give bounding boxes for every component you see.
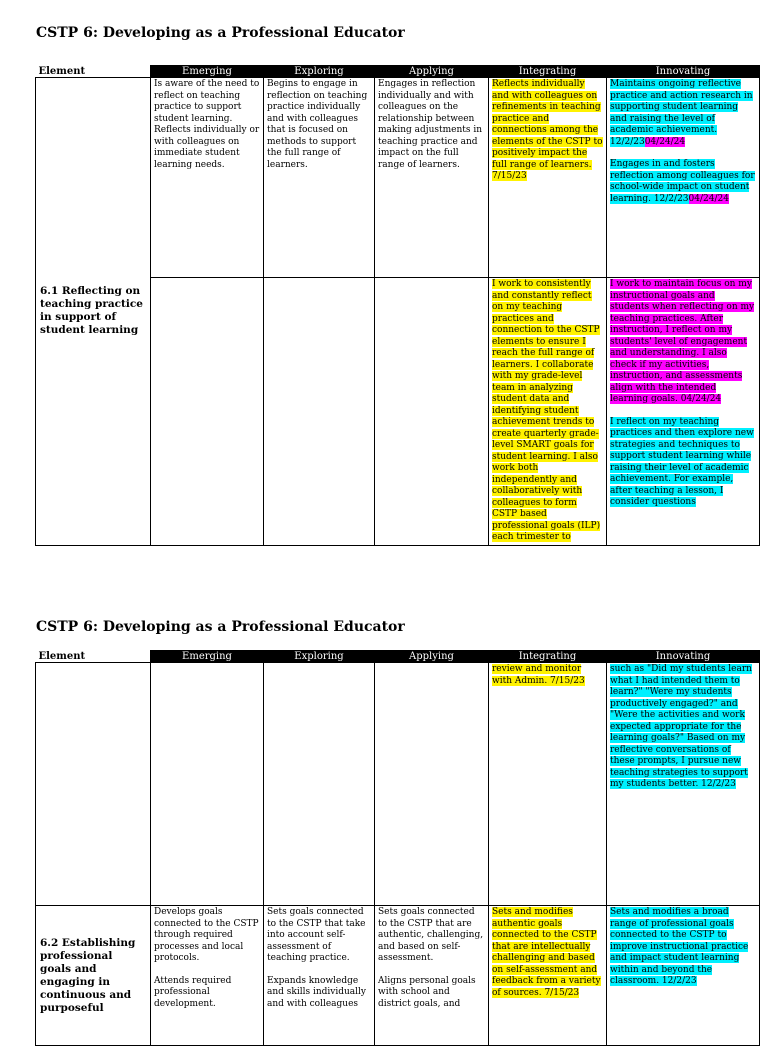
cell-exploring <box>264 278 375 546</box>
cell-innovating <box>607 906 760 1046</box>
cell-applying <box>375 663 489 906</box>
cell-text: Sets goals connected to the CSTP that are authentic, challenging, and based on self-assessment. <box>378 907 484 963</box>
highlighted-text: I work to consistently and constantly reflect on my teaching practices and connection to the CSTP elements to ensure I reach the full range of learners. I collaborate with my grade-level team in analyzing student data and identifying student achievement trends to create quarterly grade-level SMART goals for student learning. I also work both independently and collaboratively with colleagues to form CSTP based professional goals (ILP) each trimester to <box>492 279 601 542</box>
cell-innovating <box>607 278 760 546</box>
highlighted-date: 04/24/24 <box>644 136 686 147</box>
cell-text: Sets goals connected to the CSTP that take into account self-assessment of teaching practice. <box>267 907 366 963</box>
table-row <box>36 78 760 278</box>
cell-text: Develops goals connected to the CSTP through required processes and local protocols. <box>154 907 259 963</box>
highlighted-text: I reflect on my teaching practices and then explore new strategies and techniques to support student learning while raising their level of academic achievement. For example, after teaching a lesson, I consider questions <box>610 416 754 507</box>
table-row <box>36 663 760 906</box>
highlighted-text: I work to maintain focus on my instructional goals and students when reflecting on my teaching practices. After instruction, I reflect on my students' level of engagement and understanding. I also check if my activities, instruction, and assessments align with the intended learning goals. 04/24/24 <box>610 279 755 404</box>
cell-emerging <box>151 663 264 906</box>
header-element: Element <box>36 66 151 78</box>
cell-exploring <box>264 906 375 1046</box>
cell-applying <box>375 906 489 1046</box>
header-emerging: Emerging <box>151 651 264 663</box>
cell-exploring <box>264 663 375 906</box>
header-innovating: Innovating <box>607 66 760 78</box>
document-page-2 <box>0 600 768 1024</box>
table-row <box>36 906 760 1046</box>
header-innovating: Innovating <box>607 651 760 663</box>
header-integrating: Integrating <box>489 651 607 663</box>
cell-text: Engages in reflection individually and with colleagues on the relationship between making adjustments in teaching practice and impact on the full range of learners. <box>378 79 483 170</box>
cell-emerging <box>151 906 264 1046</box>
cell-integrating <box>489 278 607 546</box>
cell-innovating <box>607 78 760 278</box>
page-title: CSTP 6: Developing as a Professional Educator <box>36 619 405 635</box>
cell-integrating <box>489 78 607 278</box>
cell-emerging <box>151 278 264 546</box>
header-integrating: Integrating <box>489 66 607 78</box>
highlighted-text: Sets and modifies a broad range of professional goals connected to the CSTP to improve instructional practice and impact student learning within and beyond the classroom. 12/2/23 <box>610 907 749 986</box>
cell-applying <box>375 278 489 546</box>
element-cell-6-2: 6.2 Establishing professional goals and engaging in continuous and purposeful <box>36 906 151 1046</box>
cell-applying <box>375 78 489 278</box>
highlighted-text: such as "Did my students learn what I had intended them to learn?" "Were my students productively engaged?" and "Were the activities and work expected appropriate for the learning goals?" Based on my reflective conversations of these prompts, I pursue new teaching strategies to support my students better. 12/2/23 <box>610 664 752 789</box>
header-emerging: Emerging <box>151 66 264 78</box>
highlighted-text: Maintains ongoing reflective practice and action research in supporting student learning and raising the level of academic achievement. 12/2/23 <box>610 79 753 147</box>
highlighted-text: Engages in and fosters reflection among colleagues for school-wide impact on student learning. 12/2/23 <box>610 159 755 204</box>
cell-text: Expands knowledge and skills individually and with colleagues <box>267 975 367 1009</box>
cstp-rubric-table <box>35 650 760 1046</box>
cell-innovating <box>607 663 760 906</box>
highlighted-text: Reflects individually and with colleagues on refinements in teaching practice and connections among the elements of the CSTP to positively impact the full range of learners. 7/15/23 <box>492 79 603 181</box>
cell-integrating <box>489 663 607 906</box>
highlighted-text: Sets and modifies authentic goals connected to the CSTP that are intellectually challenging and based on self-assessment and feedback from a variety of sources. 7/15/23 <box>492 907 601 998</box>
header-row <box>36 66 760 78</box>
cell-integrating <box>489 906 607 1046</box>
cell-text: Aligns personal goals with school and district goals, and <box>378 975 476 1009</box>
header-applying: Applying <box>375 651 489 663</box>
header-applying: Applying <box>375 66 489 78</box>
page-title: CSTP 6: Developing as a Professional Educator <box>36 25 405 41</box>
header-exploring: Exploring <box>264 651 375 663</box>
cell-exploring <box>264 78 375 278</box>
element-cell <box>36 663 151 906</box>
header-row <box>36 651 760 663</box>
cell-text: Begins to engage in reflection on teaching practice individually and with colleagues that is focused on methods to support the full range of learners. <box>267 79 368 170</box>
highlighted-text: review and monitor with Admin. 7/15/23 <box>492 664 585 686</box>
highlighted-date: 04/24/24 <box>688 193 729 204</box>
cstp-rubric-table <box>35 65 760 546</box>
cell-text: Is aware of the need to reflect on teaching practice to support student learning. Reflects individually or with colleagues on immediate student learning needs. <box>154 79 260 170</box>
header-exploring: Exploring <box>264 66 375 78</box>
cell-emerging <box>151 78 264 278</box>
cell-text: Attends required professional development. <box>154 975 232 1009</box>
header-element: Element <box>36 651 151 663</box>
element-cell-6-1: 6.1 Reflecting on teaching practice in support of student learning <box>36 78 151 546</box>
